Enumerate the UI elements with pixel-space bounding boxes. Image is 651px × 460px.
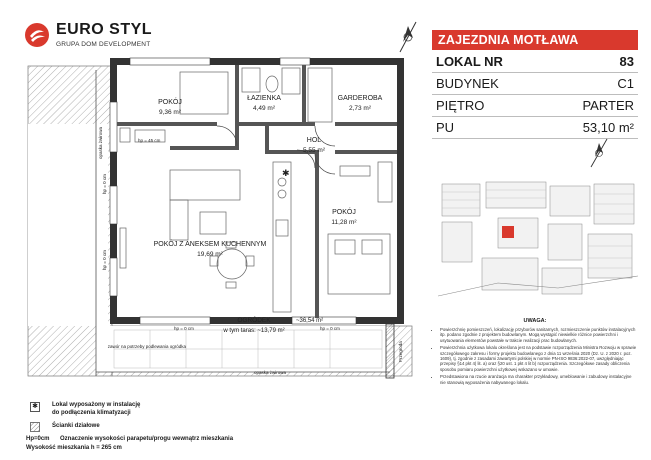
room-name: GARDEROBA bbox=[337, 95, 383, 102]
room-name: HOL bbox=[306, 137, 322, 144]
garden-area: ~36,54 m² bbox=[296, 318, 324, 324]
investment-header bbox=[432, 30, 638, 50]
room-area: 9,36 m² bbox=[158, 109, 182, 116]
notes-title: UWAGA: bbox=[523, 318, 547, 324]
investment-name: ZAJEZDNIA MOTŁAWA bbox=[438, 33, 579, 47]
ac-mark-icon: ✱ bbox=[282, 168, 290, 178]
partition-wall bbox=[386, 324, 394, 378]
info-value: 53,10 m² bbox=[582, 120, 634, 135]
note-item: • Powierzchnia użytkowa lokalu określona jest na podstawie rozporządzenia Ministra Rozwoju w sprawie szczegółowego zakresu i formy projektu budowlanego z dnia 11 września 2020 (Dz. U. z 2020 r. poz. 1609), tj. zgodnie z zasadami zawartymi polskiej w normie PN-ISO 9836:2022-07, uwzględniając przepisy §14 pkt 4) lit. a) oraz §20 ust. 1 pkt 4 lit b) rozporządzenia. Szczegółowe zasady obliczenia sposobu pomiaru powierzchni użytkowej wskazano w umowie. bbox=[440, 345, 638, 372]
legend bbox=[26, 402, 286, 458]
legend-hp-code: Hp=0cm bbox=[26, 436, 50, 442]
room-area: 19,69 m² bbox=[197, 251, 223, 258]
planter-label: zawór na potrzeby podlewania ogródka bbox=[107, 344, 186, 349]
info-label: BUDYNEK bbox=[436, 76, 499, 91]
room-area: 5,55 m² bbox=[302, 147, 326, 154]
partition-hatch-icon bbox=[30, 422, 40, 432]
hp-label: hp = 0 cm bbox=[102, 250, 107, 270]
hedge-label: opaska żwirowa bbox=[253, 370, 287, 375]
windows bbox=[110, 58, 356, 324]
notes-section bbox=[432, 318, 638, 387]
info-label: LOKAL NR bbox=[436, 54, 503, 69]
room-area: 11,28 m² bbox=[331, 219, 357, 226]
ac-symbol-icon: ✱ bbox=[30, 402, 40, 412]
site-location-map bbox=[438, 178, 638, 298]
room-name: POKÓJ bbox=[332, 209, 356, 216]
info-row-building bbox=[432, 74, 638, 95]
hp-label: hp = 0 cm bbox=[174, 326, 194, 331]
info-label: PIĘTRO bbox=[436, 98, 485, 113]
legend-ac-line2: do podłączenia klimatyzacji bbox=[52, 410, 131, 416]
hp-label: hp = 0 cm bbox=[320, 326, 340, 331]
note-item: • Powierzchnię pomieszczeń, lokalizację przyborów sanitarnych, rozmieszczenie punktów instalacyjnych itp. podano zgodnie z projektem budowlanym. Mogą wystąpić niewielkie różnice powierzchni i usytuowania elementów powstałe w trakcie realizacji prac budowlanych. bbox=[440, 327, 638, 343]
info-row-area bbox=[432, 118, 638, 139]
room-name: ŁAZIENKA bbox=[247, 95, 281, 102]
north-arrow-icon bbox=[588, 138, 610, 168]
note-item: • Przedstawiona na rzucie aranżacja ma charakter przykładowy, umeblowanie i zabudowy instalacyjne nie stanowią wyposażenia nabywanego lokalu. bbox=[440, 374, 638, 385]
hedge-label: opaska żwirowa bbox=[98, 126, 103, 159]
hp-label: hp = 0 cm bbox=[102, 174, 107, 194]
room-area: 4,49 m² bbox=[252, 105, 276, 112]
hp-label: hp = 45 cm bbox=[138, 138, 161, 143]
room-area: 2,73 m² bbox=[348, 105, 372, 112]
garden-name: OGRÓDEK bbox=[237, 317, 271, 324]
info-value: PARTER bbox=[582, 98, 634, 113]
garden-terrace: w tym taras: ~13,79 m² bbox=[223, 328, 285, 334]
info-value: C1 bbox=[617, 76, 634, 91]
info-row-unit bbox=[432, 52, 638, 73]
info-value: 83 bbox=[619, 54, 634, 69]
info-label: PU bbox=[436, 120, 455, 135]
legend-ac-line1: Lokal wyposażony w instalację bbox=[52, 402, 141, 408]
room-name: POKÓJ Z ANEKSEM KUCHENNYM bbox=[153, 241, 267, 248]
room-name: POKÓJ bbox=[158, 99, 182, 106]
partition-label: Przegroda bbox=[398, 341, 403, 362]
legend-partition: Ścianki działowe bbox=[52, 423, 100, 429]
legend-height: Wysokość mieszkania h = 265 cm bbox=[26, 445, 122, 451]
unit-location-marker bbox=[502, 226, 514, 238]
legend-hp-label: Oznaczenie wysokości parapetu/progu wewnątrz mieszkania bbox=[60, 436, 234, 442]
info-row-floor bbox=[432, 96, 638, 117]
logo-subtitle: GRUPA DOM DEVELOPMENT bbox=[56, 41, 151, 48]
logo-brand: EURO STYL bbox=[56, 21, 153, 38]
floor-plan bbox=[10, 44, 420, 394]
